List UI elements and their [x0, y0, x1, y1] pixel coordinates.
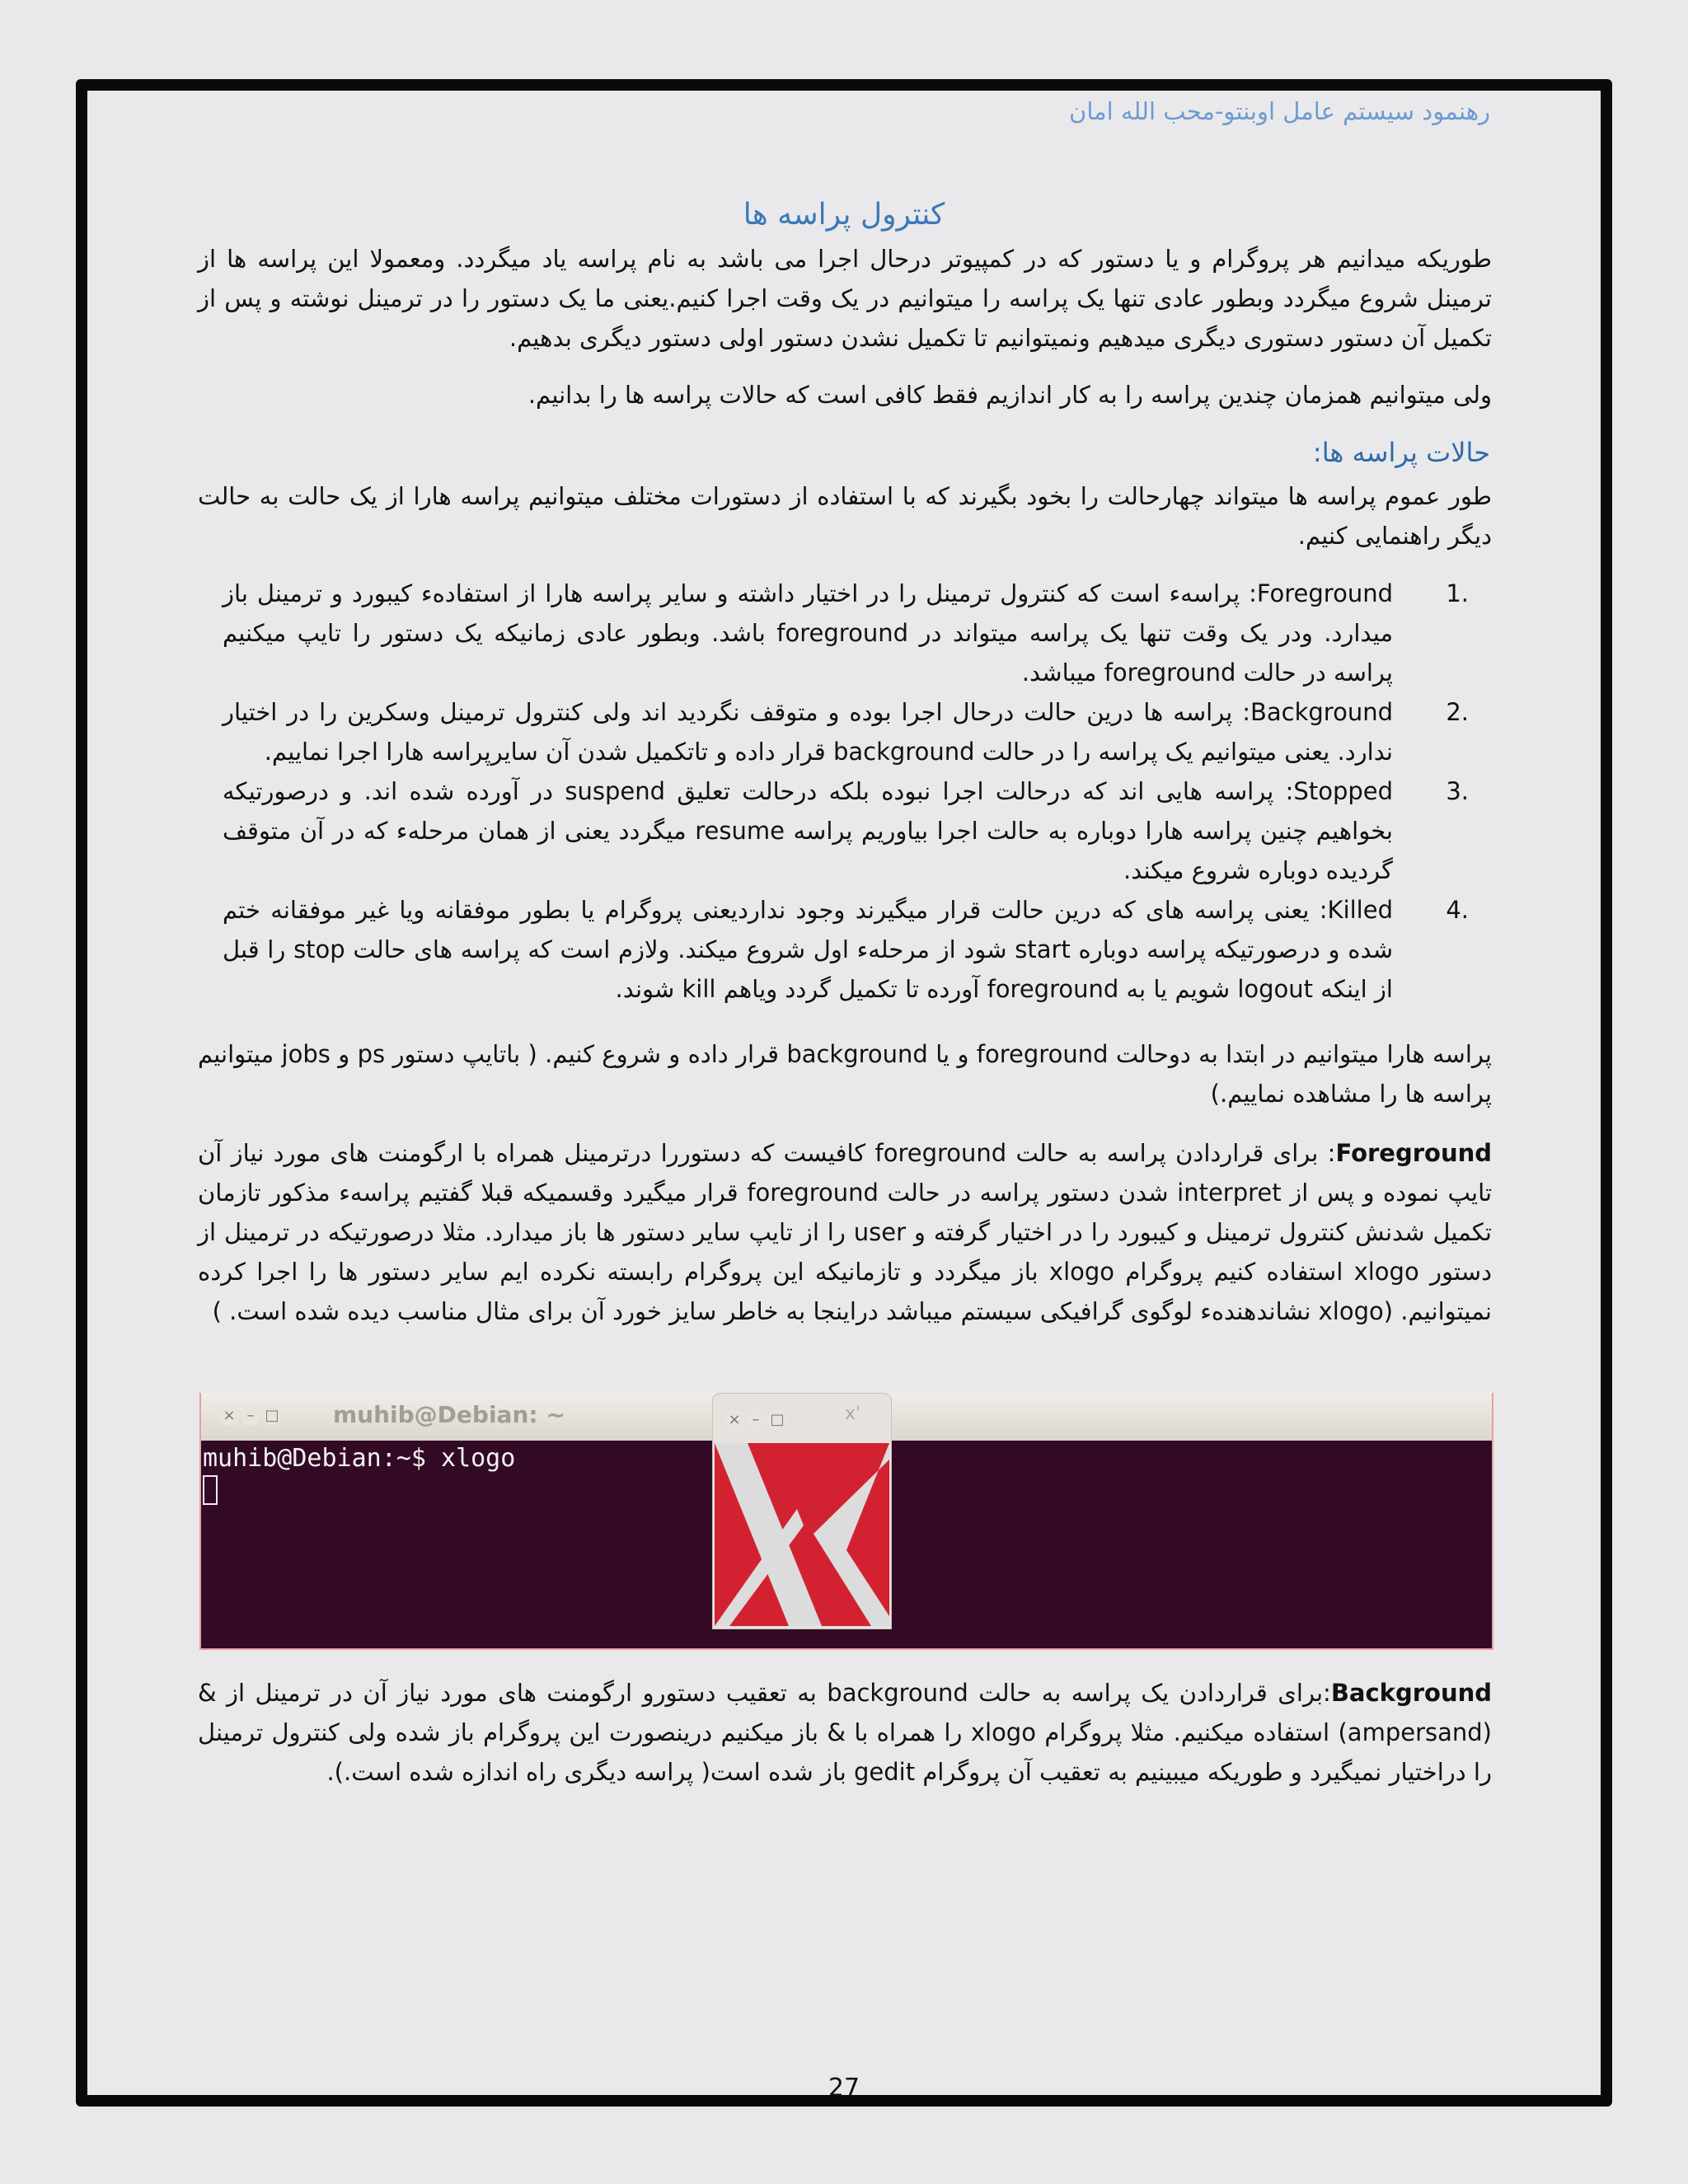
maximize-icon: □ — [767, 1410, 787, 1430]
background-text: :برای قراردادن یک پراسه به حالت background به تعقیب دستورو ارگومنت های مورد نیاز آن در ترمینل از & (ampersand) استفاده میکنیم. مثلا پروگرام xlogo را همراه با & باز میکنیم درینصورت این پروگرام باز شده ولی کنترول ترمینل را دراختیار نمیگیرد و طوریکه میبینیم به تعقیب آن پروگرام gedit باز شده است( پراسه دیگری راه اندازه شده است.). — [198, 1679, 1492, 1786]
foreground-term: Foreground — [1335, 1139, 1492, 1167]
terminal-cursor — [203, 1475, 218, 1505]
list-number: 2. — [1446, 698, 1469, 726]
state-description: : یعنی پراسه های که درین حالت قرار میگیرند وجود نداردیعنی پروگرام یا بطور موفقانه ویا غیر موفقانه ختم شده و درصورتیکه پراسه دوباره start شود از مرحلهء اول شروع میکند. ولازم است که پراسه های حالت stop را قبل از اینکه logout شویم یا به foreground آورده تا تکمیل گردد ویاهم kill شوند. — [223, 896, 1393, 1003]
terminal-prompt: muhib@Debian:~$ xlogo — [203, 1444, 516, 1473]
state-term: Background — [1250, 698, 1393, 726]
terminal-screenshot — [199, 1393, 1493, 1650]
states-heading: حالات پراسه ها: — [1312, 437, 1490, 468]
foreground-text: : برای قراردادن پراسه به حالت foreground کافیست که دستوررا درترمینل همراه با ارگومنت های مورد نیاز آن تایپ نموده و پس از interpret شدن دستور پراسه در حالت foreground قرار میگیرد وقسمیکه قبلا گفتیم پراسهء مذکور تازمان تکمیل شدنش کنترول ترمینل و کیبورد را در اختیار گرفته و user را از تایپ سایر دستور ها باز میدارد. مثلا درصورتیکه در ترمینل از دستور xlogo استفاده کنیم پروگرام xlogo باز میگردد و تازمانیکه این پروگرام رابسته نکرده ایم سایر دستور ها را اجرا کرده نمیتوانیم. (xlogo نشاندهندهء لوگوی گرافیکی سیستم میباشد دراینجا به خاطر سایز خورد آن برای مثال مناسب دیده شده است. ) — [198, 1139, 1493, 1325]
list-item — [223, 771, 1492, 890]
page-title: کنترول پراسه ها — [743, 198, 945, 232]
foreground-paragraph — [198, 1133, 1492, 1331]
list-number: 4. — [1446, 896, 1469, 924]
list-number: 3. — [1446, 777, 1469, 805]
minimize-icon: – — [746, 1410, 766, 1430]
states-intro: طور عموم پراسه ها میتواند چهارحالت را بخود بگیرند که با استفاده از دستورات مختلف میتوانیم پراسه هارا از یک حالت به حالت دیگر راهنمایی کنیم. — [198, 482, 1492, 550]
xlogo-window — [712, 1393, 892, 1629]
list-item — [223, 890, 1492, 1009]
background-term: Background — [1330, 1679, 1492, 1707]
maximize-icon: □ — [262, 1406, 282, 1426]
modes-paragraph: پراسه هارا میتوانیم در ابتدا به دوحالت foreground و یا background قرار داده و شروع کنیم. ( باتایپ دستور ps و jobs میتوانیم پراسه ها را مشاهده نماییم.) — [198, 1040, 1492, 1108]
minimize-icon: – — [241, 1406, 260, 1426]
intro-paragraph-2: ولی میتوانیم همزمان چندین پراسه را به کار اندازیم فقط کافی است که حالات پراسه ها را بدانیم. — [528, 381, 1492, 409]
state-term: Stopped — [1293, 777, 1394, 805]
state-description: : پراسهء است که کنترول ترمینل را در اختیار داشته و سایر پراسه هارا از استفادهء کیبورد و ترمینل باز میدارد. ودر یک وقت تنها یک پراسه میتواند در foreground باشد. وبطور عادی زمانیکه یک دستور را تایپ میکنیم پراسه در حالت foreground میباشد. — [223, 579, 1393, 687]
x-logo-icon — [715, 1443, 889, 1626]
intro-paragraph: طوریکه میدانیم هر پروگرام و یا دستور که در کمپیوتر درحال اجرا می باشد به نام پراسه یاد میگردد. ومعمولا این پراسه ها از ترمینل شروع میگردد وبطور عادی تنها یک پراسه را میتوانیم در یک وقت اجرا کنیم.یعنی ما یک دستور را در ترمینل نوشته و پس از تکمیل آن دستور دستوری دیگری میدهیم ونمیتوانیم تا تکمیل نشدن دستور اولی دستور دیگری بدهیم. — [198, 245, 1492, 352]
xlogo-window-title: x' — [845, 1404, 861, 1424]
background-paragraph — [198, 1673, 1492, 1792]
list-item — [223, 574, 1492, 692]
state-description: : پراسه هایی اند که درحالت اجرا نبوده بلکه درحالت تعلیق suspend در آورده شده اند. و درصورتیکه بخواهیم چنین پراسه هارا دوباره به حالت اجرا بیاوریم پراسه resume میگردد یعنی از همان مرحلهء که در آن متوقف گردیده دوباره شروع میکند. — [223, 777, 1393, 884]
page-number: 27 — [828, 2074, 860, 2102]
close-icon: × — [724, 1410, 744, 1430]
close-icon: × — [219, 1406, 239, 1426]
window-title: muhib@Debian: ~ — [333, 1401, 565, 1428]
state-description: : پراسه ها درین حالت درحال اجرا بوده و متوقف نگردید اند ولی کنترول ترمینل وسکرین را در اختیار ندارد. یعنی میتوانیم یک پراسه را در حالت background قرار داده و تاتکمیل شدن آن سایرپراسه هارا اجرا نماییم. — [223, 698, 1393, 766]
states-list — [223, 574, 1492, 1009]
state-term: Foreground — [1256, 579, 1393, 607]
running-header: رهنمود سیستم عامل اوبنتو-محب الله امان — [1069, 97, 1490, 125]
list-item — [223, 692, 1492, 771]
state-term: Killed — [1327, 896, 1393, 924]
list-number: 1. — [1446, 579, 1469, 607]
